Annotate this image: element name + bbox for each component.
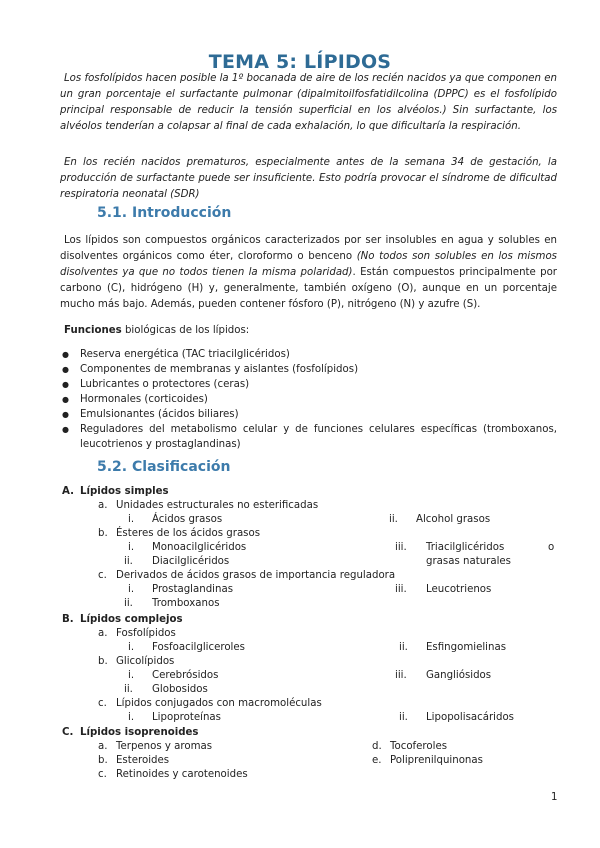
subcategory-unidades-estructurales: Unidades estructurales no esterificadas [116, 500, 319, 511]
page-title: TEMA 5: LÍPIDOS [208, 50, 392, 73]
outline-label: ii. [124, 556, 133, 567]
outline-label: c. [98, 570, 107, 581]
outline-label: i. [128, 584, 135, 595]
item-lipopolisacaridos: Lipopolisacáridos [426, 712, 514, 723]
intro-text-part1: Los lípidos son compuestos orgánicos caracterizados por ser insolubles en agua y solubles en disolventes orgánicos como éter, cloroformo o benceno [60, 235, 557, 262]
outline-label: ii. [389, 514, 398, 525]
category-lipidos-isoprenoides: Lípidos isoprenoides [80, 727, 199, 738]
item-tromboxanos: Tromboxanos [152, 598, 220, 609]
outline-label: ii. [399, 642, 408, 653]
outline-label: i. [128, 542, 135, 553]
intro-text-italic: (No todos son solubles en los mismos disolventes ya que no todos tienen la misma polaridad) [60, 251, 557, 278]
outline-label: a. [98, 628, 108, 639]
outline-label: e. [372, 755, 382, 766]
item-triacilgliceridos: Triacilglicéridos [426, 542, 505, 553]
item-acidos-grasos: Ácidos grasos [152, 514, 223, 525]
item-esteroides: Esteroides [116, 755, 170, 766]
item-alcohol-grasos: Alcohol grasos [416, 514, 491, 525]
outline-label: iii. [395, 584, 407, 595]
item-diacilgliceridos: Diacilglicéridos [152, 556, 230, 567]
outline-label: ii. [399, 712, 408, 723]
category-lipidos-simples: Lípidos simples [80, 486, 169, 497]
functions-title [64, 325, 249, 336]
function-item: ● Reserva energética (TAC triacilglicéridos) [60, 347, 557, 362]
outline-label: iii. [395, 670, 407, 681]
intro-paragraph-2: En los recién nacidos prematuros, especialmente antes de la semana 34 de gestación, la producción de surfactante puede ser insuficiente. Esto podría provocar el síndrome de dificultad respiratoria neonatal (SDR) [60, 157, 557, 200]
outline-label: c. [98, 769, 107, 780]
outline-label: b. [98, 656, 108, 667]
intro-text-part2: . Están compuestos principalmente por carbono (C), hidrógeno (H) y, generalmente, también oxígeno (O), aunque en un porcentaje mucho más bajo. Además, pueden contener fósforo (P), nitrógeno (N) y azufre (S). [60, 267, 557, 310]
item-leucotrienos: Leucotrienos [426, 584, 492, 595]
functions-title-rest: biológicas de los lípidos: [121, 325, 250, 336]
outline-label-c: C. [62, 727, 74, 738]
item-cerebrosidos: Cerebrósidos [152, 670, 219, 681]
item-grasas-naturales: grasas naturales [426, 556, 511, 567]
item-terpenos: Terpenos y aromas [116, 741, 213, 752]
function-item: ● Reguladores del metabolismo celular y de funciones celulares específicas (tromboxanos, leucotrienos y prostaglandinas) [60, 422, 557, 452]
subcategory-lipidos-conjugados: Lípidos conjugados con macromoléculas [116, 698, 322, 709]
section-heading-clasificacion: 5.2. Clasificación [97, 459, 231, 475]
functions-title-bold: Funciones [64, 325, 122, 336]
outline-label: d. [372, 741, 382, 752]
outline-label: a. [98, 741, 108, 752]
outline-label: iii. [395, 542, 407, 553]
subcategory-glicolipidos: Glicolípidos [116, 656, 175, 667]
item-tocoferoles: Tocoferoles [390, 741, 448, 752]
outline-label: i. [128, 642, 135, 653]
outline-label: ii. [124, 598, 133, 609]
outline-label: b. [98, 528, 108, 539]
item-retinoides: Retinoides y carotenoides [116, 769, 248, 780]
item-poliprenilquinonas: Poliprenilquinonas [390, 755, 483, 766]
page-number: 1 [551, 792, 558, 803]
intro-paragraph-1: Los fosfolípidos hacen posible la 1º bocanada de aire de los recién nacidos ya que componen en un gran porcentaje el surfactante pulmonar (dipalmitoilfosfatidilcolina (DPPC) es el fosfolípido principal responsable de reducir la tensión superficial en los alvéolos.) Sin surfactante, los alvéolos tenderían a colapsar al final de cada exhalación, lo que dificultaría la respiración. [60, 73, 557, 132]
item-triacilgliceridos-conjunction: o [548, 542, 555, 553]
outline-label: a. [98, 500, 108, 511]
function-item: ● Componentes de membranas y aislantes (fosfolípidos) [60, 362, 557, 377]
function-item: ● Emulsionantes (ácidos biliares) [60, 407, 557, 422]
subcategory-derivados: Derivados de ácidos grasos de importancia reguladora [116, 570, 396, 581]
outline-label: i. [128, 712, 135, 723]
outline-label: c. [98, 698, 107, 709]
outline-label-a: A. [62, 486, 74, 497]
function-item: ● Hormonales (corticoides) [60, 392, 557, 407]
introduction-paragraph [60, 233, 557, 313]
item-monoacilgliceridos: Monoacilglicéridos [152, 542, 247, 553]
item-esfingomielinas: Esfingomielinas [426, 642, 507, 653]
function-item: ● Lubricantes o protectores (ceras) [60, 377, 557, 392]
outline-label: i. [128, 514, 135, 525]
item-gangliosidos: Gangliósidos [426, 670, 492, 681]
subcategory-fosfolipidos: Fosfolípidos [116, 628, 176, 639]
category-lipidos-complejos: Lípidos complejos [80, 614, 183, 625]
item-lipoproteinas: Lipoproteínas [152, 712, 221, 723]
item-prostaglandinas: Prostaglandinas [152, 584, 234, 595]
outline-label: i. [128, 670, 135, 681]
outline-label: ii. [124, 684, 133, 695]
functions-list [60, 347, 557, 452]
section-heading-introduccion: 5.1. Introducción [97, 205, 232, 221]
subcategory-esteres: Ésteres de los ácidos grasos [116, 528, 261, 539]
outline-label: b. [98, 755, 108, 766]
item-globosidos: Globosidos [152, 684, 208, 695]
item-fosfoacilgliceroles: Fosfoacilgliceroles [152, 642, 245, 653]
outline-label-b: B. [62, 614, 74, 625]
